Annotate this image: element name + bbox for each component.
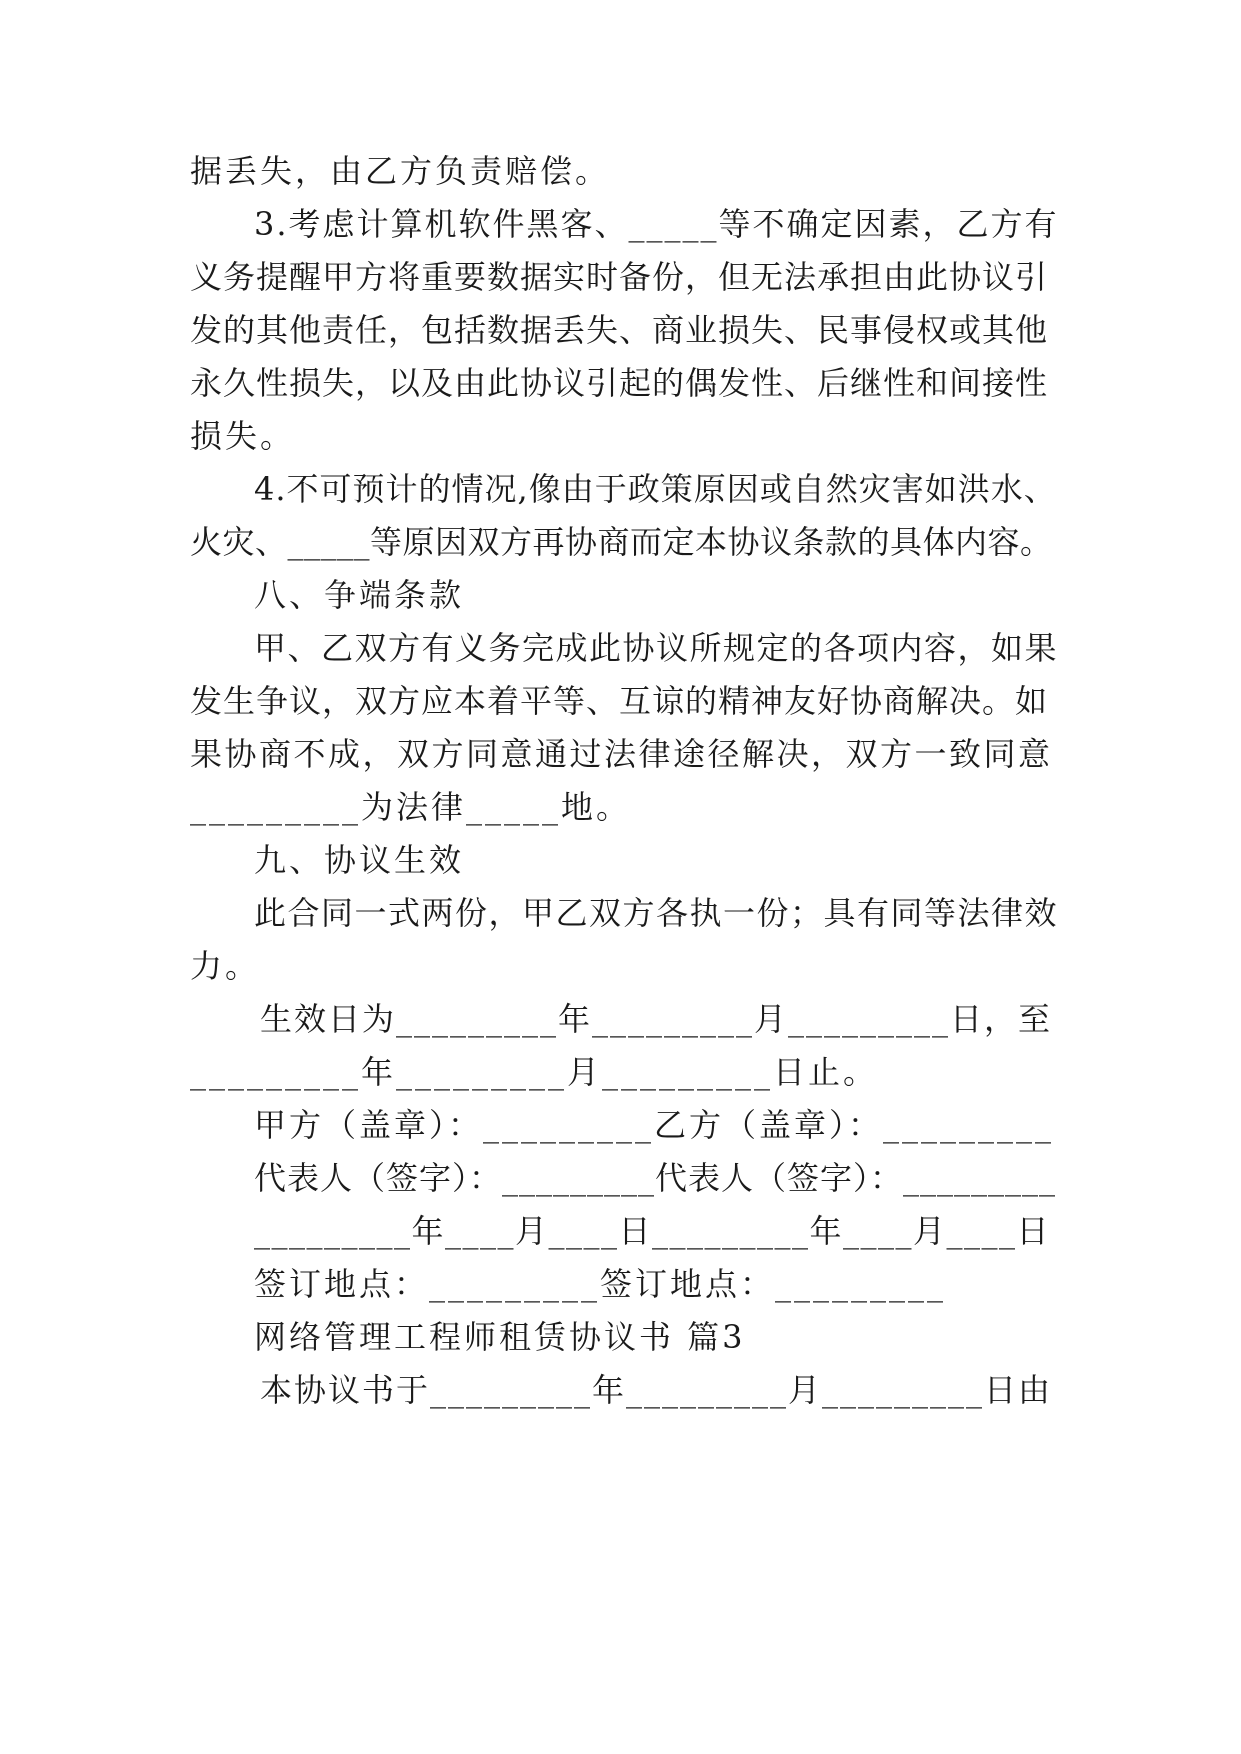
sign-date-line: _________年____月____日_________年____月____日 [254, 1212, 1051, 1250]
text-line: 发的其他责任，包括数据丢失、商业损失、民事侵权或其他 [190, 311, 1049, 349]
clause-7-4: 4.不可预计的情况,像由于政策原因或自然灾害如洪水、 [254, 470, 1057, 508]
section-heading-9: 九、协议生效 [254, 841, 465, 879]
clause-7-3: 3.考虑计算机软件黑客、_____等不确定因素，乙方有 [254, 205, 1059, 243]
seal-line: 甲方（盖章）：_________乙方（盖章）：_________ [254, 1106, 1055, 1144]
effective-date-end-line: _________年_________月_________日止。 [190, 1053, 879, 1091]
text-line: 果协商不成，双方同意通过法律途径解决，双方一致同意 [190, 735, 1053, 773]
effective-date-line: 生效日为_________年_________月_________日，至 [260, 1000, 1053, 1038]
section-heading-8: 八、争端条款 [254, 576, 465, 614]
text-line: 甲、乙双方有义务完成此协议所规定的各项内容，如果 [254, 629, 1059, 667]
text-line: 据丢失，由乙方负责赔偿。 [190, 152, 611, 190]
text-line: 此合同一式两份，甲乙双方各执一份；具有同等法律效 [254, 894, 1059, 932]
text-line: 火灾、_____等原因双方再协商而定本协议条款的具体内容。 [190, 523, 1053, 561]
text-line: 本协议书于_________年_________月_________日由 [260, 1371, 1053, 1409]
text-line: 义务提醒甲方将重要数据实时备份，但无法承担由此协议引 [190, 258, 1049, 296]
text-line: 损失。 [190, 417, 296, 455]
sign-location-line: 签订地点：_________签订地点：_________ [254, 1265, 947, 1303]
text-line: 发生争议，双方应本着平等、互谅的精神友好协商解决。如 [190, 682, 1049, 720]
article-heading-3: 网络管理工程师租赁协议书 篇3 [254, 1318, 746, 1356]
text-line: _________为法律_____地。 [190, 788, 632, 826]
text-line: 永久性损失，以及由此协议引起的偶发性、后继性和间接性 [190, 364, 1049, 402]
text-line: 力。 [190, 947, 261, 985]
signature-line: 代表人（签字）：_________代表人（签字）：_________ [254, 1159, 1057, 1197]
